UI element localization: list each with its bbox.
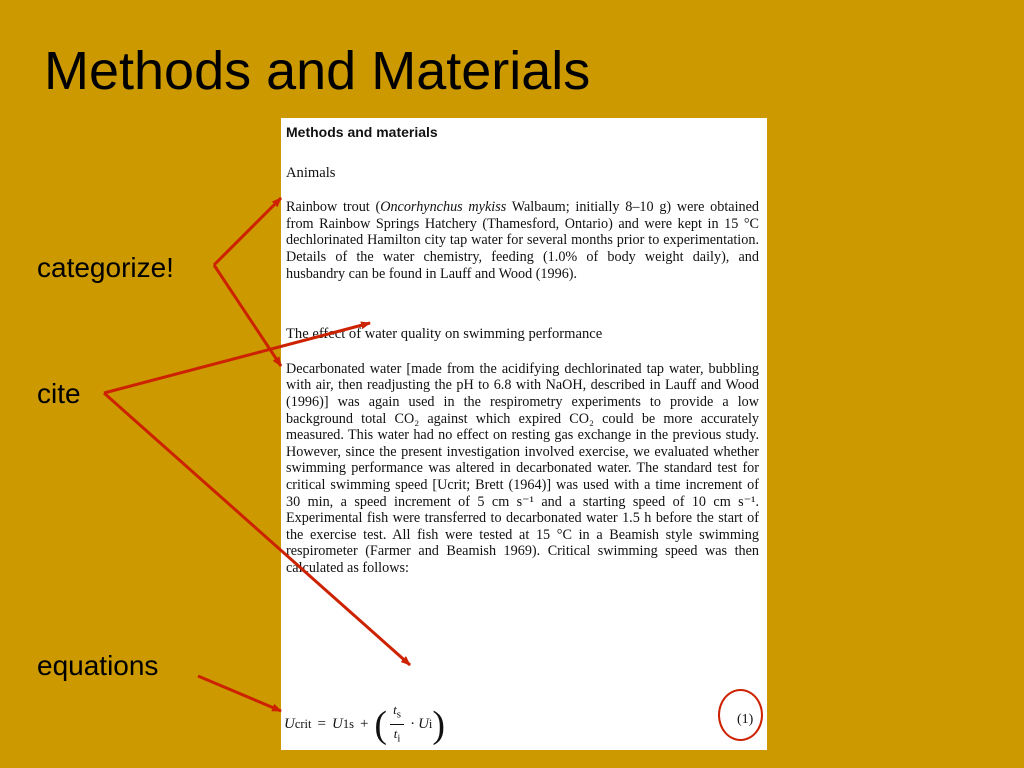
section-animals-title: Animals	[286, 164, 336, 181]
slide-title: Methods and Materials	[44, 41, 591, 101]
label-categorize: categorize!	[37, 252, 174, 283]
label-equations: equations	[37, 650, 159, 681]
section-animals-text: Rainbow trout (Oncorhynchus mykiss Walbaum; initially 8–10 g) were obtained from Rainbow Springs Hatchery (Thamesford, Ontario) and were kept in 15 °C dechlorinated Hamilton city tap water for several months prior to experimentation. Details of the water chemistry, feeding (1.0% of body weight daily), and husbandry can be found in Lauff and Wood (1996).	[286, 199, 760, 282]
section-water-quality-title: The effect of water quality on swimming performance	[286, 326, 603, 343]
equation: U crit = U 1s + ( $\frac{t_s}{t_i}$ · U i )	[284, 702, 446, 746]
paper-heading: Methods and materials	[286, 124, 438, 140]
arrow-equations-to-equation	[198, 676, 281, 711]
species-name: Oncorhynchus mykiss	[380, 199, 507, 216]
equation-fraction: $\frac{t_s}{t_i}$	[390, 702, 404, 747]
paper-excerpt	[281, 118, 767, 750]
equation-number-highlight-circle	[718, 689, 763, 741]
section-water-quality-text: Decarbonated water [made from the acidifying dechlorinated tap water, bubbling with air, then readjusting the pH to 6.8 with NaOH, described in Lauff and Wood (1996)] was again used in the respirometry experiments to provide a low background total CO₂ against which expired CO₂ could be more accurately measured. This water had no effect on resting gas exchange in the previous study. However, since the present investigation involved exercise, we evaluated whether swimming performance was altered in decarbonated water. The standard test for critical swimming speed [Ucrit; Brett (1964)] was used with a time increment of 30 min, a speed increment of 5 cm s⁻¹ and a starting speed of 10 cm s⁻¹. Experimental fish were transferred to decarbonated water 1.5 h before the start of the exercise test. All fish were tested at 15 °C in a Beamish style swimming respirometer (Farmer and Beamish 1969). Critical swimming speed was then calculated as follows:	[286, 360, 759, 576]
equation-number: (1)	[737, 712, 754, 727]
arrow-categorize-to-animals	[214, 198, 281, 265]
arrow-categorize-to-water-quality	[214, 265, 281, 366]
label-cite: cite	[37, 378, 81, 409]
